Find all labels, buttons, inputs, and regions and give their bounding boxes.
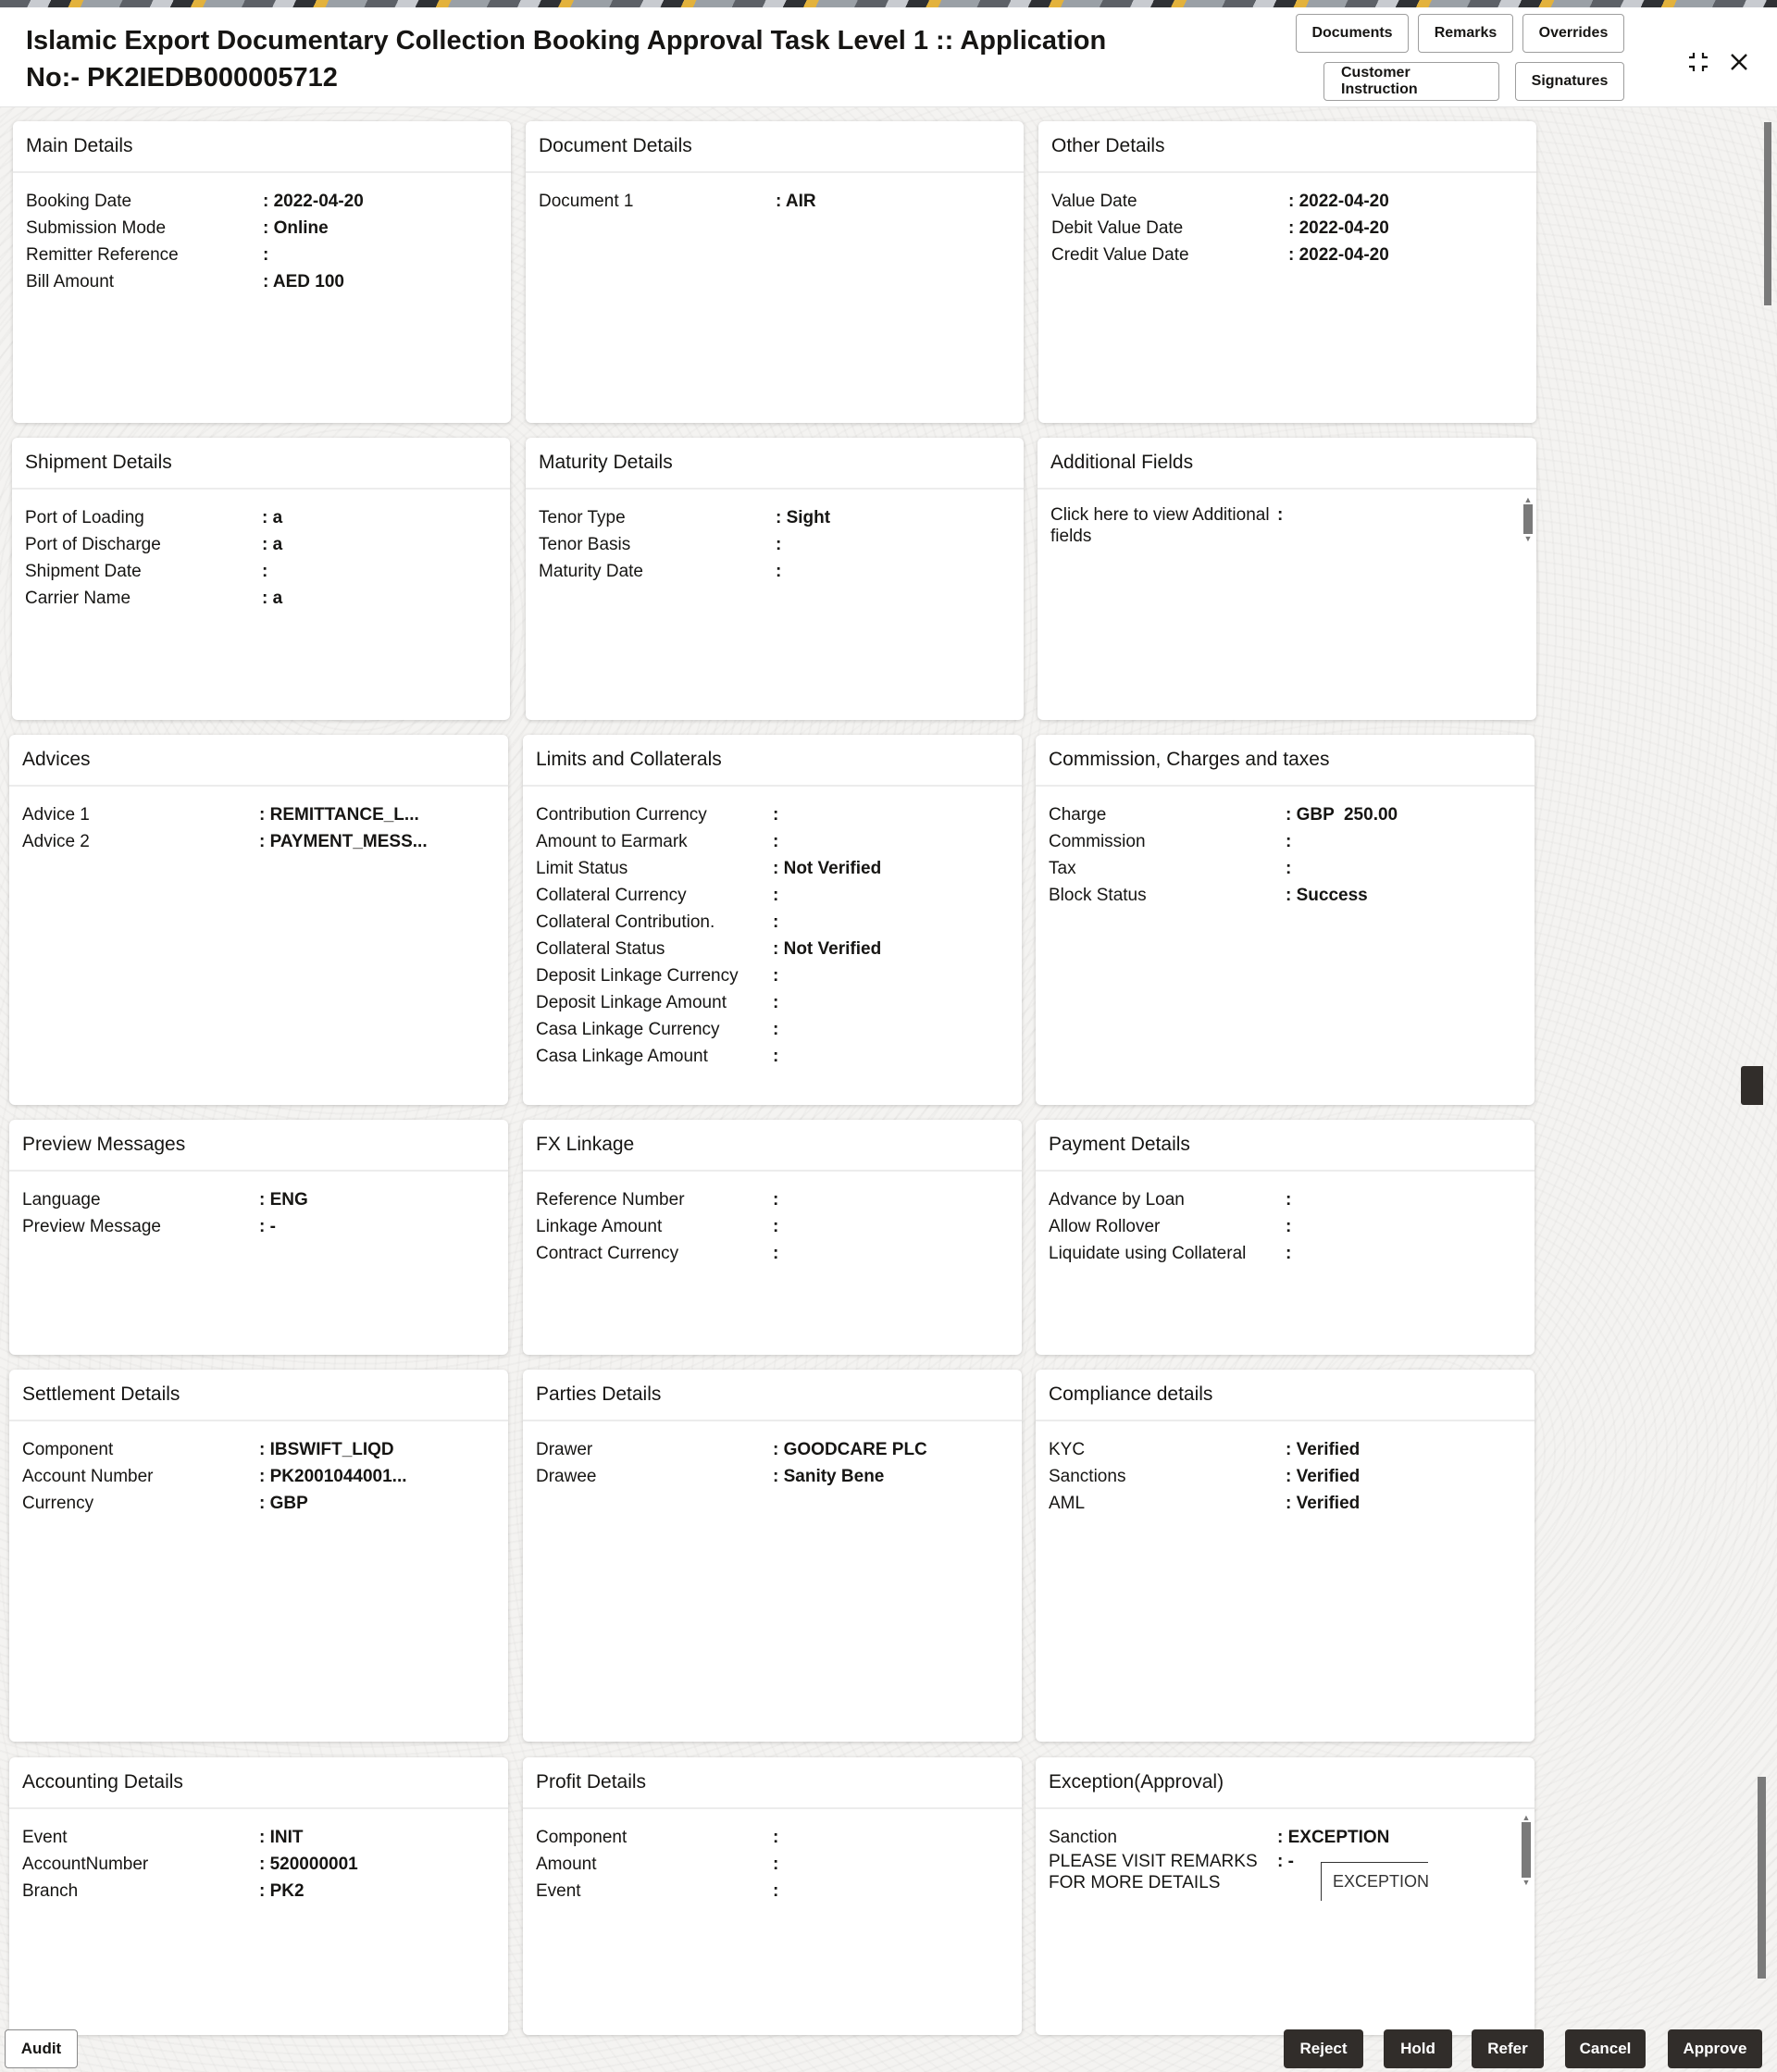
field-label: Amount	[536, 1855, 597, 1874]
field-value: :	[263, 245, 269, 265]
field-label: Advice 1	[22, 805, 90, 825]
field-label: Deposit Linkage Amount	[536, 993, 727, 1012]
detail-row	[25, 585, 497, 612]
card-title: Commission, Charges and taxes	[1036, 735, 1535, 787]
detail-row	[22, 1878, 495, 1905]
field-label: AccountNumber	[22, 1855, 149, 1874]
page-scroll-thumb[interactable]	[1764, 122, 1771, 305]
field-label: Commission	[1049, 832, 1146, 851]
field-value: : a	[262, 535, 283, 554]
field-label: Bill Amount	[26, 272, 115, 292]
field-label: Casa Linkage Amount	[536, 1047, 708, 1066]
field-value: : 2022-04-20	[1288, 218, 1389, 238]
field-label: Tax	[1049, 859, 1076, 878]
top-banner	[0, 0, 1777, 7]
field-value: : GBP	[259, 1494, 308, 1513]
field-value: : GOODCARE PLC	[773, 1440, 927, 1459]
detail-row	[1049, 1240, 1522, 1267]
detail-row	[536, 828, 1009, 855]
field-label: Limit Status	[536, 859, 628, 878]
field-label: Sanctions	[1049, 1467, 1126, 1486]
field-value: : REMITTANCE_L...	[259, 805, 419, 825]
field-value: : PK2001044001...	[259, 1467, 407, 1486]
field-value: : PAYMENT_MESS...	[259, 832, 428, 851]
field-label: Deposit Linkage Currency	[536, 966, 739, 986]
field-label: Component	[536, 1828, 628, 1847]
field-value: :	[776, 535, 782, 554]
field-value: : Not Verified	[773, 939, 882, 959]
card-scrollbar[interactable]	[1523, 495, 1533, 543]
field-label: Collateral Contribution.	[536, 912, 715, 932]
field-label: Collateral Status	[536, 939, 665, 959]
compress-icon[interactable]	[1683, 46, 1714, 78]
field-label[interactable]: Click here to view Additional fields	[1050, 505, 1270, 546]
audit-button[interactable]: Audit	[5, 2029, 78, 2068]
field-value: :	[773, 993, 779, 1012]
field-value: : INIT	[259, 1828, 304, 1847]
scroll-down-icon[interactable]: ▼	[1522, 1878, 1531, 1887]
page-header	[0, 7, 1777, 107]
field-value: : 2022-04-20	[1288, 245, 1389, 265]
field-label: Sanction	[1049, 1828, 1117, 1847]
detail-row	[22, 1851, 495, 1878]
detail-row	[536, 1851, 1009, 1878]
card-title: Settlement Details	[9, 1370, 508, 1421]
commission-charges-card	[1036, 735, 1535, 1105]
field-value: :	[1286, 832, 1292, 851]
parties-details-card	[523, 1370, 1022, 1742]
field-value: : Sight	[776, 508, 831, 527]
customer-instruction-button[interactable]: Customer Instruction	[1323, 62, 1499, 101]
maturity-details-card	[526, 438, 1024, 720]
field-label: Port of Discharge	[25, 535, 161, 554]
card-title: Other Details	[1038, 121, 1536, 173]
detail-row	[536, 855, 1009, 882]
detail-row	[1049, 1824, 1522, 1851]
detail-row	[536, 1878, 1009, 1905]
field-label: Drawer	[536, 1440, 593, 1459]
detail-row	[1049, 1851, 1522, 1893]
detail-row	[536, 1463, 1009, 1490]
field-value: :	[773, 912, 779, 932]
field-label: Account Number	[22, 1467, 154, 1486]
field-label: Value Date	[1051, 192, 1137, 211]
card-title: Maturity Details	[526, 438, 1024, 490]
field-value: :	[1286, 1217, 1292, 1236]
advices-card	[9, 735, 508, 1105]
field-value: :	[773, 1217, 779, 1236]
detail-row	[1051, 242, 1523, 268]
field-value: :	[773, 886, 779, 905]
detail-row	[25, 504, 497, 531]
detail-row	[1049, 1186, 1522, 1213]
detail-row	[539, 558, 1011, 585]
detail-row	[1049, 1490, 1522, 1517]
detail-row	[1049, 1436, 1522, 1463]
field-value: : 2022-04-20	[263, 192, 364, 211]
field-value: : EXCEPTION	[1277, 1828, 1390, 1847]
overrides-button[interactable]: Overrides	[1522, 14, 1624, 53]
field-value: :	[773, 1828, 779, 1847]
field-value: :	[773, 832, 779, 851]
field-label: Maturity Date	[539, 562, 643, 581]
field-label: PLEASE VISIT REMARKS FOR MORE DETAILS	[1049, 1852, 1258, 1892]
field-value: : -	[259, 1217, 276, 1236]
field-value: :	[773, 805, 779, 825]
field-label: Branch	[22, 1881, 79, 1901]
detail-row	[539, 531, 1011, 558]
detail-row	[1049, 1463, 1522, 1490]
other-details-card	[1038, 121, 1536, 423]
hidden-action-button[interactable]	[1741, 1066, 1763, 1105]
field-value: : 520000001	[259, 1855, 358, 1874]
field-label: Preview Message	[22, 1217, 161, 1236]
detail-row	[26, 215, 498, 242]
detail-row	[22, 1186, 495, 1213]
field-label: Reference Number	[536, 1190, 685, 1210]
field-label: Charge	[1049, 805, 1107, 825]
detail-row	[1049, 828, 1522, 855]
field-value: :	[1286, 859, 1292, 878]
field-label: Liquidate using Collateral	[1049, 1244, 1247, 1263]
main-details-card	[13, 121, 511, 423]
detail-row	[22, 1213, 495, 1240]
page-title: Islamic Export Documentary Collection Booking Approval Task Level 1 :: Application No:- PK2IEDB000005712	[26, 26, 1107, 93]
inner-scroll-thumb[interactable]	[1758, 1777, 1766, 1979]
card-title: Limits and Collaterals	[523, 735, 1022, 787]
detail-row	[536, 1824, 1009, 1851]
field-value: : GBP 250.00	[1286, 805, 1398, 825]
field-label: Credit Value Date	[1051, 245, 1189, 265]
field-label: Collateral Currency	[536, 886, 687, 905]
field-value: :	[773, 1047, 779, 1066]
detail-row	[22, 1490, 495, 1517]
card-title: Additional Fields	[1038, 438, 1536, 490]
detail-row	[26, 188, 498, 215]
field-label: Submission Mode	[26, 218, 167, 238]
card-title: Accounting Details	[9, 1757, 508, 1809]
field-value: : AIR	[776, 192, 816, 211]
detail-row	[536, 962, 1009, 989]
card-scrollbar[interactable]	[1522, 1813, 1531, 1887]
exception-tooltip: EXCEPTION	[1321, 1862, 1428, 1901]
field-value: :	[262, 562, 268, 581]
detail-row	[536, 909, 1009, 936]
exception-approval-card	[1036, 1757, 1535, 2035]
reject-button[interactable]: Reject	[1284, 2029, 1363, 2068]
field-label: Casa Linkage Currency	[536, 1020, 720, 1039]
detail-row	[536, 1240, 1009, 1267]
scroll-up-icon[interactable]: ▲	[1523, 495, 1533, 504]
accounting-details-card	[9, 1757, 508, 2035]
field-value: :	[776, 562, 782, 581]
limits-collaterals-card	[523, 735, 1022, 1105]
detail-row	[1051, 215, 1523, 242]
detail-row	[25, 558, 497, 585]
field-label: Carrier Name	[25, 589, 131, 608]
field-value: : IBSWIFT_LIQD	[259, 1440, 394, 1459]
detail-row	[1049, 1213, 1522, 1240]
field-label: Event	[22, 1828, 68, 1847]
field-value: :	[773, 1244, 779, 1263]
detail-row	[539, 504, 1011, 531]
field-label: Document 1	[539, 192, 634, 211]
field-value: :	[773, 1881, 779, 1901]
detail-row	[22, 801, 495, 828]
field-label: AML	[1049, 1494, 1086, 1513]
detail-row	[536, 1043, 1009, 1070]
field-label: Language	[22, 1190, 101, 1210]
field-value: : Verified	[1286, 1467, 1361, 1486]
detail-row	[25, 531, 497, 558]
payment-details-card	[1036, 1120, 1535, 1355]
card-title: Exception(Approval)	[1036, 1757, 1535, 1809]
close-icon[interactable]	[1723, 46, 1755, 78]
field-value: : ENG	[259, 1190, 308, 1210]
fx-linkage-card	[523, 1120, 1022, 1355]
detail-row	[1049, 882, 1522, 909]
field-label: Port of Loading	[25, 508, 144, 527]
field-value: : Sanity Bene	[773, 1467, 885, 1486]
detail-row	[536, 1213, 1009, 1240]
detail-row	[1049, 801, 1522, 828]
card-title: Document Details	[526, 121, 1024, 173]
field-label: Tenor Type	[539, 508, 626, 527]
detail-row	[22, 1824, 495, 1851]
shipment-details-card	[12, 438, 510, 720]
detail-row	[22, 1463, 495, 1490]
field-value: : PK2	[259, 1881, 304, 1901]
field-value: :	[773, 1855, 779, 1874]
detail-row	[536, 1016, 1009, 1043]
compliance-details-card	[1036, 1370, 1535, 1742]
field-label: Block Status	[1049, 886, 1147, 905]
field-value: : a	[262, 589, 283, 608]
documents-button[interactable]: Documents	[1296, 14, 1409, 53]
detail-row	[539, 188, 1011, 215]
field-label: Shipment Date	[25, 562, 142, 581]
field-value: : AED 100	[263, 272, 344, 292]
cancel-button[interactable]: Cancel	[1565, 2029, 1646, 2068]
signatures-button[interactable]: Signatures	[1515, 62, 1624, 101]
card-title: Compliance details	[1036, 1370, 1535, 1421]
field-label: Event	[536, 1881, 581, 1901]
detail-row	[26, 268, 498, 295]
card-title: Shipment Details	[12, 438, 510, 490]
field-label: Debit Value Date	[1051, 218, 1184, 238]
preview-messages-card	[9, 1120, 508, 1355]
field-label: Advice 2	[22, 832, 90, 851]
detail-row	[536, 989, 1009, 1016]
card-title: Main Details	[13, 121, 511, 173]
detail-row	[536, 882, 1009, 909]
field-label: Drawee	[536, 1467, 597, 1486]
detail-row	[536, 801, 1009, 828]
field-label: Linkage Amount	[536, 1217, 663, 1236]
approve-button[interactable]: Approve	[1668, 2029, 1762, 2068]
hold-button[interactable]: Hold	[1384, 2029, 1452, 2068]
field-value: :	[773, 1190, 779, 1210]
card-title: Parties Details	[523, 1370, 1022, 1421]
document-details-card	[526, 121, 1024, 423]
field-label: Advance by Loan	[1049, 1190, 1185, 1210]
field-label: Component	[22, 1440, 114, 1459]
field-label: Contract Currency	[536, 1244, 679, 1263]
field-value: :	[773, 1020, 779, 1039]
field-label: KYC	[1049, 1440, 1086, 1459]
field-value: : Online	[263, 218, 329, 238]
detail-row	[22, 1436, 495, 1463]
profit-details-card	[523, 1757, 1022, 2035]
detail-row	[536, 1436, 1009, 1463]
scroll-up-icon[interactable]: ▲	[1522, 1813, 1531, 1822]
field-value: :	[1286, 1244, 1292, 1263]
card-title: Preview Messages	[9, 1120, 508, 1172]
additional-fields-card	[1038, 438, 1536, 720]
card-title: Profit Details	[523, 1757, 1022, 1809]
field-label: Allow Rollover	[1049, 1217, 1161, 1236]
detail-row	[22, 828, 495, 855]
field-value: : Success	[1286, 886, 1368, 905]
field-value: : 2022-04-20	[1288, 192, 1389, 211]
field-label: Remitter Reference	[26, 245, 179, 265]
detail-row	[26, 242, 498, 268]
detail-row	[1049, 855, 1522, 882]
detail-row	[536, 1186, 1009, 1213]
field-value: : Verified	[1286, 1494, 1361, 1513]
detail-row	[1051, 188, 1523, 215]
detail-row	[536, 936, 1009, 962]
scroll-thumb[interactable]	[1522, 1822, 1531, 1878]
refer-button[interactable]: Refer	[1472, 2029, 1544, 2068]
card-title: Payment Details	[1036, 1120, 1535, 1172]
field-label: Booking Date	[26, 192, 132, 211]
field-label: Contribution Currency	[536, 805, 707, 825]
additional-fields-link[interactable]	[1050, 504, 1523, 547]
scroll-thumb[interactable]	[1523, 504, 1533, 534]
field-label: Currency	[22, 1494, 94, 1513]
field-value: :	[773, 966, 779, 986]
field-value: : -	[1277, 1852, 1294, 1871]
field-label: Tenor Basis	[539, 535, 631, 554]
field-value: : Verified	[1286, 1440, 1361, 1459]
card-title: Advices	[9, 735, 508, 787]
field-value: :	[1286, 1190, 1292, 1210]
field-value: : a	[262, 508, 283, 527]
field-value: :	[1277, 505, 1284, 525]
settlement-details-card	[9, 1370, 508, 1742]
card-title: FX Linkage	[523, 1120, 1022, 1172]
field-label: Amount to Earmark	[536, 832, 688, 851]
scroll-down-icon[interactable]: ▼	[1523, 534, 1533, 543]
field-value: : Not Verified	[773, 859, 882, 878]
remarks-button[interactable]: Remarks	[1418, 14, 1513, 53]
